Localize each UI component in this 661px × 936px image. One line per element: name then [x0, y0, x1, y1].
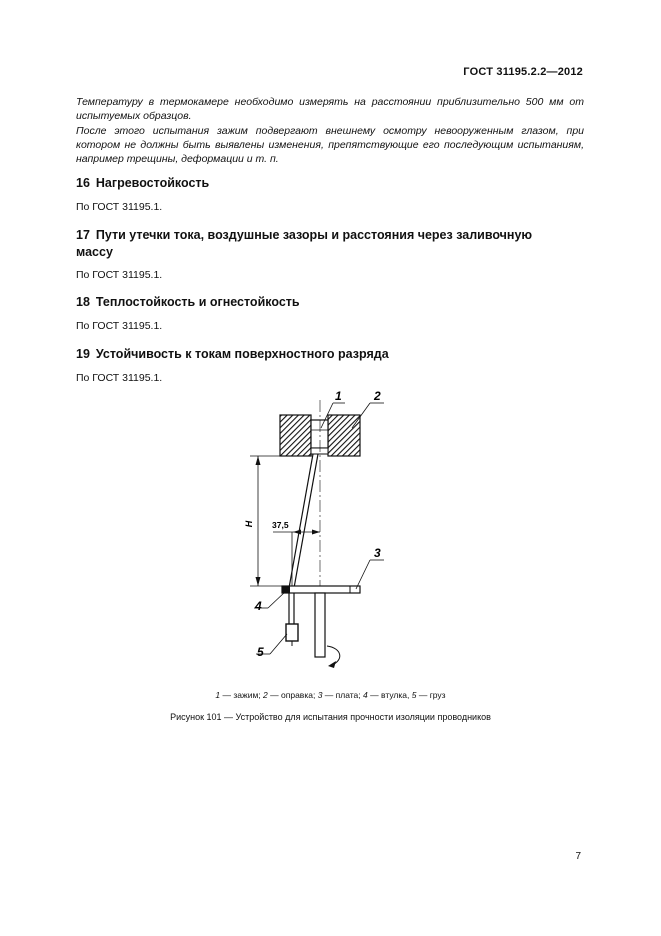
- legend-num: 4: [363, 690, 368, 700]
- intro-paragraph-2-text: После этого испытания зажим подвергают внешнему осмотру невооруженным глазом, при котором не должны быть выявлены изменения, препятствующие его последующим испытаниям, например трещины, деформации и т. п.: [76, 125, 584, 165]
- legend-num: 1: [215, 690, 221, 700]
- section-title-text: Нагревостойкость: [95, 176, 210, 190]
- section-title-text: Пути утечки тока, воздушные зазоры и расстояния через заливочную массу: [76, 228, 533, 259]
- intro-paragraph-1-text: Температуру в термокамере необходимо измерять на расстоянии приблизительно 500 мм от испытуемых образцов.: [76, 96, 584, 122]
- intro-paragraph-1: [76, 95, 584, 123]
- figure-caption: Рисунок 101 — Устройство для испытания прочности изоляции проводников: [170, 712, 491, 722]
- section-16-title: [76, 175, 576, 192]
- section-18-title: [76, 294, 576, 311]
- legend-text: — оправка;: [270, 690, 316, 700]
- callout-3: 3: [374, 546, 381, 560]
- section-number: 18: [76, 295, 90, 309]
- legend-text: — груз: [418, 690, 446, 700]
- sleeve: [289, 593, 294, 624]
- callout-5: 5: [257, 645, 264, 659]
- figure-legend: [0, 690, 661, 700]
- section-16-body: По ГОСТ 31195.1.: [76, 201, 163, 213]
- section-17-body: По ГОСТ 31195.1.: [76, 269, 163, 281]
- callout-1: 1: [335, 389, 342, 403]
- section-19-title: [76, 346, 576, 363]
- section-18-body: По ГОСТ 31195.1.: [76, 320, 163, 332]
- legend-num: 3: [317, 690, 323, 700]
- callout-4: 4: [255, 599, 262, 613]
- document-header: ГОСТ 31195.2.2—2012: [463, 66, 583, 78]
- mandrel: [289, 454, 318, 588]
- section-number: 16: [76, 176, 90, 190]
- legend-text: — зажим;: [222, 690, 261, 700]
- legend-text: — втулка,: [370, 690, 410, 700]
- dimension-h-label: H: [244, 520, 254, 528]
- insulation-test-device-figure: [0, 380, 661, 680]
- section-title-text: Устойчивость к токам поверхностного разряда: [95, 347, 389, 361]
- legend-text: — плата;: [324, 690, 361, 700]
- section-number: 17: [76, 228, 90, 242]
- intro-paragraph-2: [76, 124, 584, 166]
- section-19-body: По ГОСТ 31195.1.: [76, 372, 163, 384]
- plate-shaft: [315, 593, 340, 668]
- page-number: 7: [575, 851, 581, 862]
- callout-2: 2: [374, 389, 381, 403]
- section-17-title: [76, 227, 566, 261]
- dimension-angle-label: 37,5: [272, 520, 289, 530]
- legend-num: 5: [411, 690, 417, 700]
- plate: [282, 586, 360, 593]
- section-title-text: Теплостойкость и огнестойкость: [95, 295, 300, 309]
- weight: [286, 624, 298, 646]
- section-number: 19: [76, 347, 90, 361]
- legend-num: 2: [263, 690, 268, 700]
